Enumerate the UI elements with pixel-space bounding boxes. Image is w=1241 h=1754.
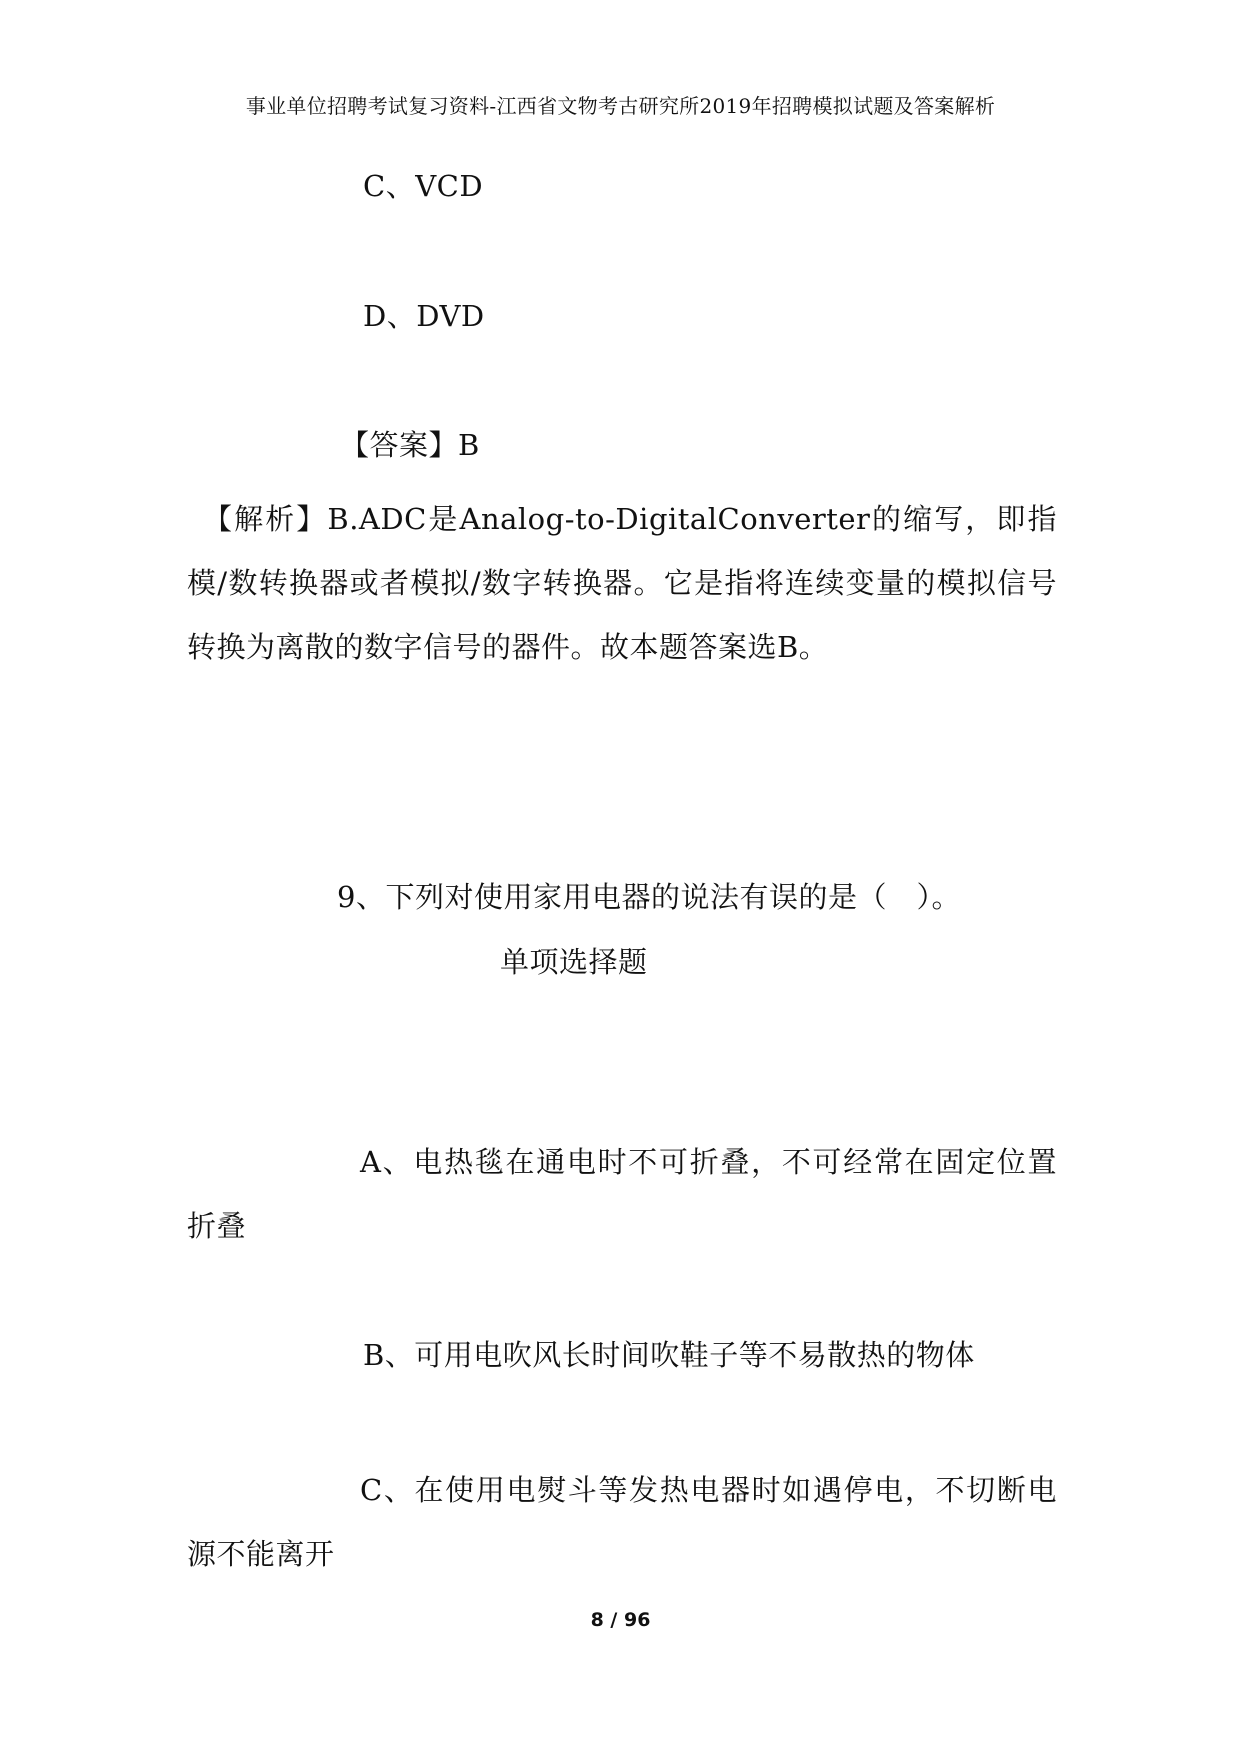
question-stem: 9、下列对使用家用电器的说法有误的是（ ）。	[337, 880, 961, 914]
question-option-a: A、电热毯在通电时不可折叠，不可经常在固定位置折叠	[187, 1145, 1057, 1243]
question-option-c: C、在使用电熨斗等发热电器时如遇停电，不切断电源不能离开	[187, 1473, 1057, 1571]
option-c: C、VCD	[363, 169, 484, 203]
analysis-paragraph: 【解析】B.ADC是Analog-to-DigitalConverter的缩写，即指模/数转换器或者模拟/数字转换器。它是指将连续变量的模拟信号转换为离散的数字信号的器件。故本题答案选B。	[187, 502, 1057, 664]
option-d: D、DVD	[363, 299, 485, 333]
question-type: 单项选择题	[500, 945, 648, 979]
answer-line: 【答案】B	[340, 428, 480, 462]
page-number: 8 / 96	[590, 1609, 651, 1631]
page-header: 事业单位招聘考试复习资料-江西省文物考古研究所2019年招聘模拟试题及答案解析	[245, 94, 996, 118]
question-option-b: B、可用电吹风长时间吹鞋子等不易散热的物体	[363, 1338, 975, 1372]
